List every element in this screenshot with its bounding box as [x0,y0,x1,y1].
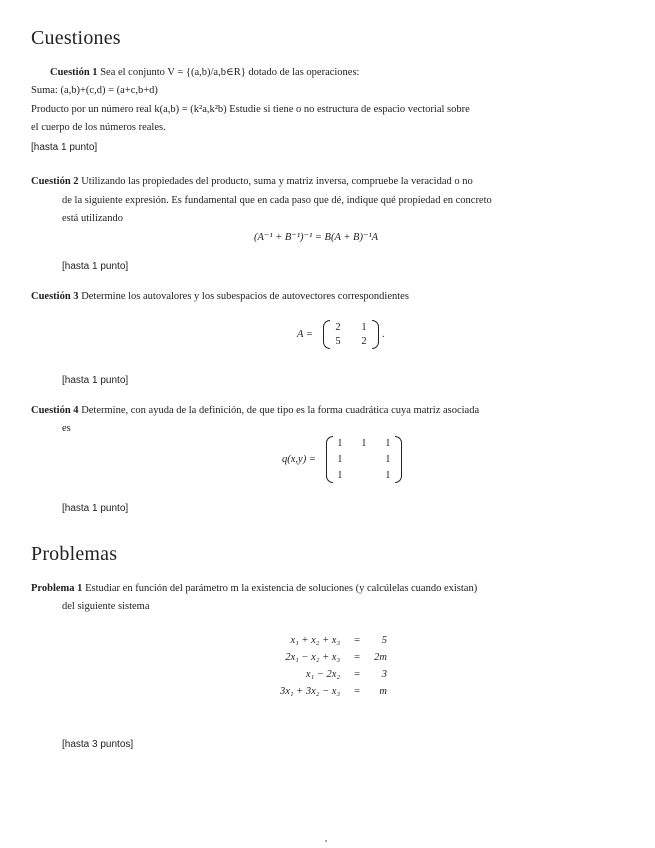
p1-statement-2: del siguiente sistema [62,601,150,612]
q1-statement-2: Suma: (a,b)+(c,d) = (a+c,b+d) [31,85,158,96]
q3-matrix-suffix: . [381,329,385,340]
q1-statement-4: el cuerpo de los números reales. [31,122,166,133]
q4-statement-1: Determine, con ayuda de la definición, de que tipo es la forma cuadrática cuya matriz asociada [81,405,480,416]
q4-matrix [326,438,402,481]
system-eq: = [354,652,361,663]
system-eq: = [354,669,361,680]
section-title-cuestiones: Cuestiones [31,27,121,49]
system-row [276,649,391,666]
matrix-cell [359,454,369,465]
system-eq: = [354,686,361,697]
q2-line-1 [31,175,473,189]
matrix-cell: 1 [385,454,391,465]
q2-points: [hasta 1 punto] [62,261,129,272]
linear-system [276,632,391,700]
matrix-cell: 1 [337,470,343,481]
matrix-cell: 5 [335,336,341,347]
system-rhs: m [379,686,387,697]
system-row [276,632,391,649]
q3-line-1 [31,290,409,304]
matrix-cell: 1 [385,470,391,481]
q2-formula: (A⁻¹ + B⁻¹)⁻¹ = B(A + B)⁻¹A [254,232,379,243]
matrix-cell: 1 [337,454,343,465]
q2-statement-1: Utilizando las propiedades del producto, suma y matriz inversa, compruebe la veracidad o no [81,176,473,187]
system-lhs: x₁ − 2x₂ [305,669,341,680]
q3-points: [hasta 1 punto] [62,375,129,386]
q2-statement-2: de la siguiente expresión. Es fundamental que en cada paso que dé, indique qué propiedad en concreto [62,195,492,206]
q3-matrix [323,322,379,347]
system-lhs: 3x₁ + 3x₂ − x₃ [280,686,341,697]
q2-statement-3: está utilizando [62,213,123,224]
q3-matrix-label: A = [297,329,313,340]
p1-line-1 [31,582,477,596]
matrix-cell: 2 [361,336,367,347]
matrix-cell [359,470,369,481]
matrix-cell: 2 [335,322,341,333]
q4-points: [hasta 1 punto] [62,503,129,514]
q4-matrix-label: q(x,y) = [282,454,316,465]
q4-heading: Cuestión 4 [31,405,79,416]
system-lhs: x₁ + x₂ + x₃ [290,635,341,646]
p1-points: [hasta 3 puntos] [62,739,134,750]
matrix-cell: 1 [385,438,391,449]
system-row [276,683,391,700]
system-rhs: 2m [374,652,387,663]
matrix-cell: 1 [361,322,367,333]
q4-statement-2: es [62,423,71,434]
system-row [276,666,391,683]
q4-line-1 [31,404,479,418]
matrix-cell: 1 [361,438,367,449]
q1-statement-1: Sea el conjunto V = {(a,b)/a,b∈R} dotado de las operaciones: [100,67,360,78]
q2-heading: Cuestión 2 [31,176,79,187]
q3-heading: Cuestión 3 [31,291,79,302]
q1-heading: Cuestión 1 [50,67,98,78]
q1-points: [hasta 1 punto] [31,142,98,153]
q3-statement-1: Determine los autovalores y los subespacios de autovectores correspondientes [81,291,409,302]
p1-statement-1: Estudiar en función del parámetro m la existencia de soluciones (y calcúlelas cuando existan) [85,583,478,594]
q1-statement-3: Producto por un número real k(a,b) = (k²a,k²b) Estudie si tiene o no estructura de espacio vectorial sobre [31,104,470,115]
q3-matrix-expression [297,322,385,347]
system-rhs: 3 [381,669,387,680]
section-title-problemas: Problemas [31,543,118,565]
page-footer-mark [325,840,327,842]
q4-matrix-expression [282,438,402,481]
system-eq: = [354,635,361,646]
q1-line-1 [50,66,359,80]
system-lhs: 2x₁ − x₂ + x₃ [285,652,341,663]
matrix-cell: 1 [337,438,343,449]
system-rhs: 5 [381,635,387,646]
p1-heading: Problema 1 [31,583,83,594]
